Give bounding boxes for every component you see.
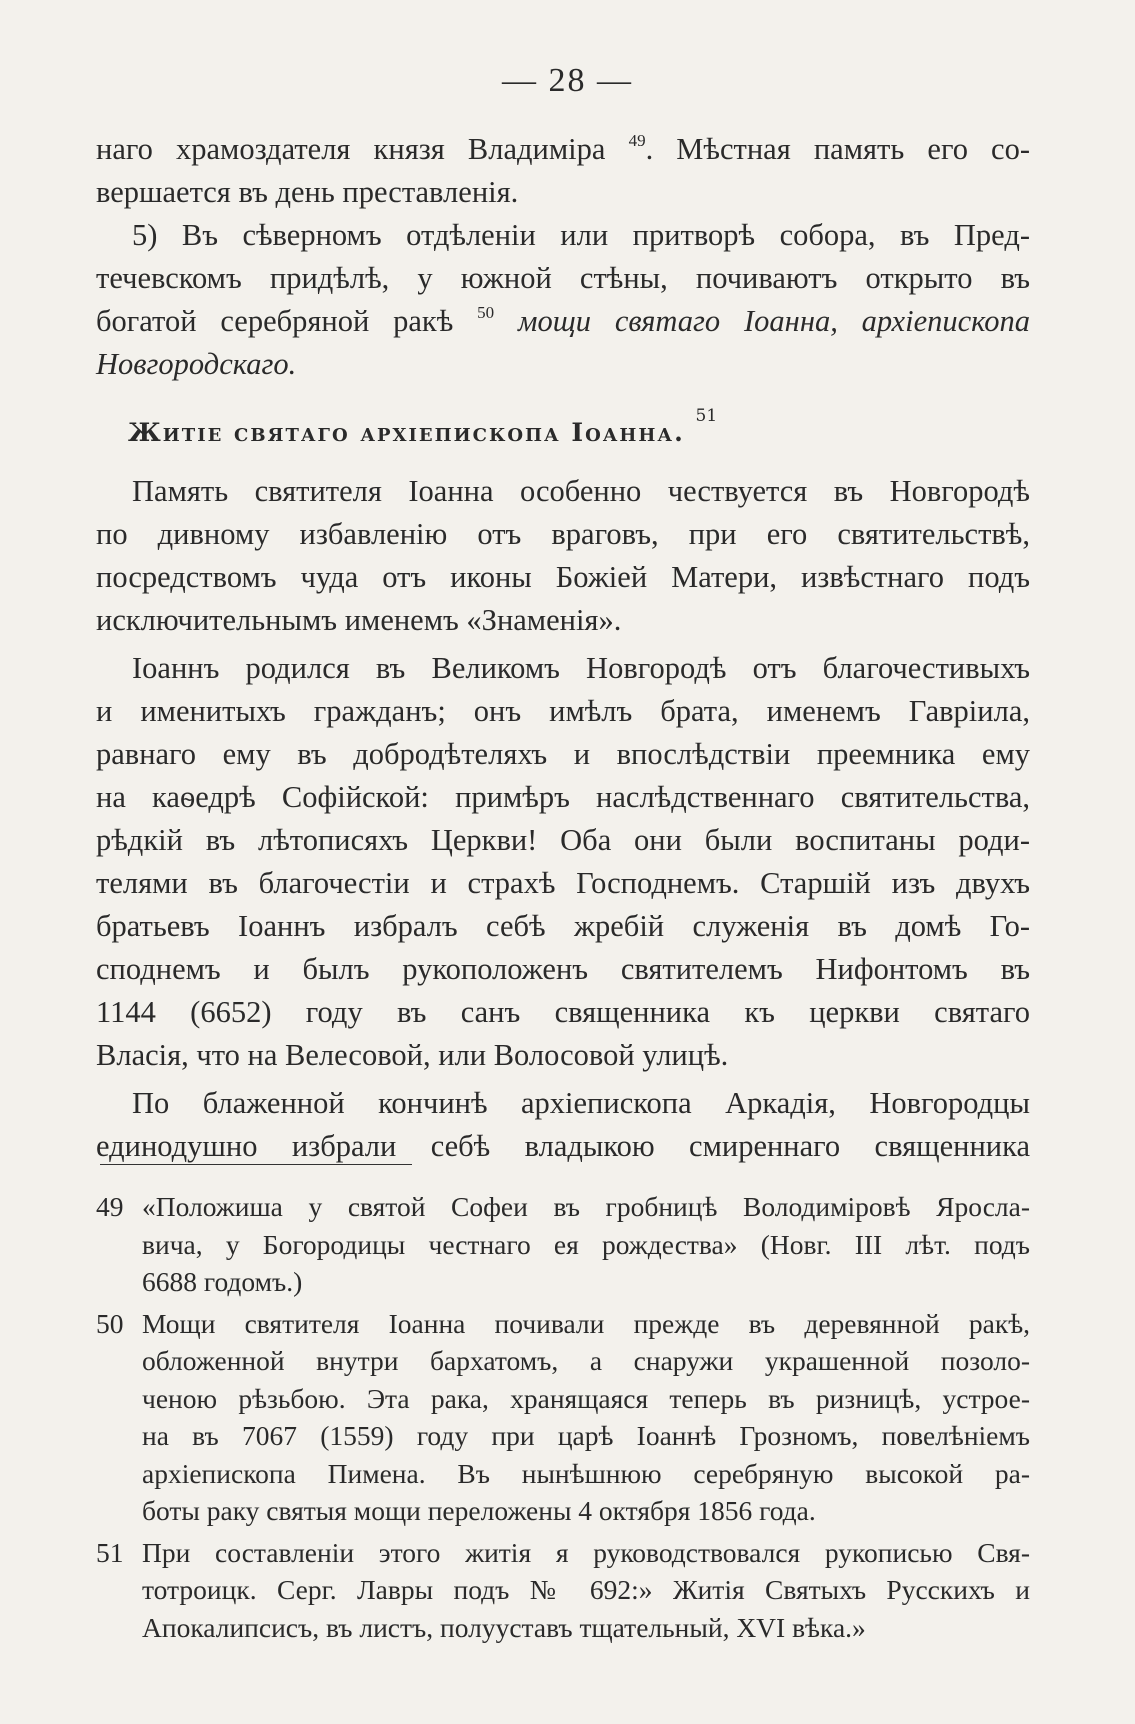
- footnote-49: [96, 1188, 1030, 1301]
- footnote-line: Мощи святителя Iоанна почивали прежде въ деревянной ракѣ,: [142, 1307, 1030, 1339]
- text-line: братьевъ Iоаннъ избралъ себѣ жребiй служенiя въ домѣ Го-: [96, 909, 1030, 943]
- text-line: Власiя, что на Велесовой, или Волосовой улицѣ.: [96, 1038, 729, 1072]
- footnote-ref: 49: [628, 131, 646, 150]
- footnote-ref: 51: [695, 406, 718, 426]
- main-text: [96, 128, 1030, 1168]
- text-line: телями въ благочестiи и страхѣ Господнемъ. Старшiй изъ двухъ: [96, 866, 1030, 900]
- text-line: Iоаннъ родился въ Великомъ Новгородѣ отъ благочестивыхъ: [132, 651, 1030, 685]
- text-line: течевскомъ придѣлѣ, у южной стѣны, почиваютъ открыто въ: [96, 261, 1030, 295]
- footnote-51: [96, 1534, 1030, 1647]
- text-line: вершается въ день преставленiя.: [96, 175, 519, 209]
- page-number: — 28 —: [502, 62, 633, 99]
- footnote-divider: [100, 1164, 412, 1165]
- footnote-line: «Положиша у святой Софеи въ гробницѣ Володимiровѣ Яросла-: [142, 1191, 1030, 1222]
- footnote-ref: 50: [477, 303, 495, 322]
- text-line: богатой серебряной ракѣ $^{50}$ мощи святаго Iоанна, архiепископа: [96, 303, 1030, 338]
- text-line: споднемъ и былъ рукоположенъ святителемъ Нифонтомъ въ: [96, 952, 1030, 986]
- text-line: на каѳедрѣ Софiйской: примѣръ наслѣдственнаго святительства,: [96, 780, 1030, 814]
- footnote-line: боты раку святыя мощи переложены 4 октября 1856 года.: [142, 1495, 816, 1526]
- text-line: посредствомъ чуда отъ иконы Божiей Матери, извѣстнаго подъ: [96, 560, 1030, 594]
- footnote-line: на въ 7067 (1559) году при царѣ Iоаннѣ Грозномъ, повелѣнiемъ: [142, 1420, 1030, 1451]
- footnote-line: обложенной внутри бархатомъ, а снаружи украшенной позоло-: [142, 1345, 1030, 1376]
- text-line: 1144 (6652) году въ санъ священника къ церкви святаго: [96, 995, 1030, 1029]
- text-line: наго храмоздателя князя Владимiра $^{49}$. Мѣстная память его со-: [96, 131, 1031, 166]
- footnote-line: тотроицк. Серг. Лавры подъ № 692:» Житiя Святыхъ Русскихъ и: [142, 1574, 1030, 1605]
- text-line: рѣдкiй въ лѣтописяхъ Церкви! Оба они были воспитаны роди-: [96, 823, 1030, 857]
- text-line: единодушно избрали себѣ владыкою смиреннаго священника: [96, 1129, 1030, 1163]
- section-heading: Житiе святаго архiепископа Iоанна. $^{51}$: [128, 406, 718, 447]
- text-line: и именитыхъ гражданъ; онъ имѣлъ брата, именемъ Гаврiила,: [96, 694, 1030, 728]
- text-line: Память святителя Iоанна особенно чествуется въ Новгородѣ: [132, 474, 1030, 508]
- footnote-number: 49: [96, 1191, 124, 1222]
- text-line: 5) Въ сѣверномъ отдѣленiи или притворѣ собора, въ Пред-: [132, 218, 1030, 252]
- footnote-line: ченою рѣзьбою. Эта рака, хранящаяся теперь въ ризницѣ, устрое-: [142, 1382, 1030, 1414]
- footnote-line: архiепископа Пимена. Въ нынѣшнюю серебряную высокой ра-: [142, 1457, 1030, 1489]
- footnote-line: Апокалипсисъ, въ листъ, полууставъ тщательный, XVI вѣка.»: [142, 1611, 866, 1643]
- footnote-number: 50: [96, 1307, 124, 1339]
- text-line: По блаженной кончинѣ архiепископа Аркадiя, Новгородцы: [132, 1086, 1030, 1120]
- text-line: равнаго ему въ добродѣтеляхъ и впослѣдствiи преемника ему: [96, 737, 1030, 771]
- text-line: по дивному избавленiю отъ враговъ, при его святительствѣ,: [96, 517, 1030, 551]
- footnote-line: При составленiи этого житiя я руководствовался рукописью Свя-: [142, 1536, 1030, 1568]
- footnote-number: 51: [96, 1536, 124, 1568]
- footnotes: [96, 1188, 1030, 1650]
- footnote-line: вича, у Богородицы честнаго ея рождества» (Новг. III лѣт. подъ: [142, 1228, 1030, 1260]
- text-line: Новгородскаго.: [96, 347, 297, 381]
- footnote-50: [96, 1305, 1030, 1530]
- text-line: исключительнымъ именемъ «Знаменiя».: [96, 603, 622, 637]
- footnote-line: 6688 годомъ.): [142, 1266, 303, 1297]
